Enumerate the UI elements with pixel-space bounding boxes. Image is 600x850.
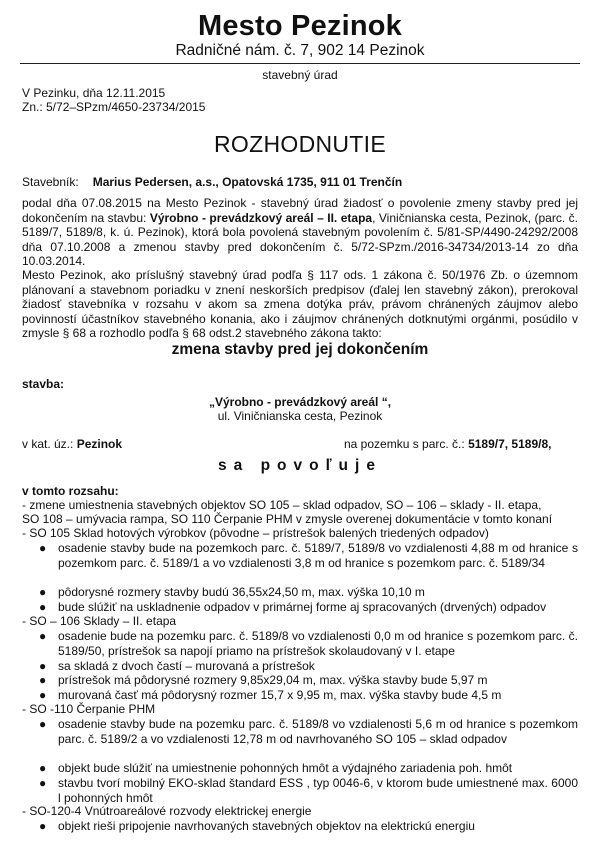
list-item	[39, 688, 578, 703]
builder-row	[22, 175, 402, 189]
place-date: V Pezinku, dňa 12.11.2015	[22, 86, 166, 100]
so120-title: - SO-120-4 Vnútroareálové rozvody elektrickej energie	[22, 804, 312, 818]
so106-title: - SO – 106 Sklady – II. etapa	[22, 614, 177, 628]
parcel-label: na pozemku s parc. č.:	[344, 437, 469, 451]
list-item	[39, 600, 578, 615]
list-item-text: osadenie stavby bude na pozemkoch parc. č. 5189/7, 5189/8 vo vzdialenosti 4,88 m od hranice s pozemkom parc. č. 5189/1 a vo vzdialenosti 3,8 m od hranice s pozemkom parc. č. 5189/34	[58, 541, 578, 570]
builder-label: Stavebník:	[22, 175, 79, 189]
change-heading: zmena stavby pred jej dokončením	[171, 341, 429, 358]
list-item-text: prístrešok má pôdorysné rozmery 9,85x29,04 m, max. výška stavby bude 5,97 m	[58, 673, 488, 687]
building-location: ul. Viničnianska cesta, Pezinok	[217, 409, 383, 423]
list-item-text: objekt rieši pripojenie navrhovaných stavebných objektov na elektrickú energiu	[58, 819, 475, 833]
bullet-icon: ●	[39, 688, 47, 702]
list-item-text: murovaná časť má pôdorysný rozmer 15,7 x 9,95 m, max. výška stavby bude 4,5 m	[58, 688, 502, 702]
bullet-icon: ●	[39, 673, 47, 687]
building-name: „Výrobno - prevádzkový areál “,	[208, 395, 392, 409]
list-item	[39, 819, 578, 834]
bullet-icon: ●	[39, 659, 47, 673]
parcel-row	[344, 437, 551, 451]
bullet-icon: ●	[39, 761, 47, 775]
list-item	[39, 776, 578, 805]
bullet-icon: ●	[39, 629, 47, 643]
list-item-text: osadenie stavby bude na pozemku parc. č. 5189/8 vo vzdialenosti 5,6 m od hranice s pozemkom parc. č. 5189/2 a vo vzdialenosti 12,78 m od navrhovaného SO 105 – sklad odpadov	[58, 717, 578, 746]
cadastre-label: v kat. úz.:	[22, 437, 77, 451]
bullet-icon: ●	[39, 541, 47, 555]
list-item	[39, 659, 578, 674]
parcel-numbers: 5189/7, 5189/8,	[468, 437, 552, 451]
intro-building-name: Výrobno - prevádzkový areál – II. etapa	[149, 210, 373, 225]
municipality-title: Mesto Pezinok	[197, 10, 403, 42]
permit-heading: sa povoľuje	[218, 457, 382, 474]
list-item	[39, 673, 578, 688]
cadastre-area-row	[22, 437, 122, 451]
so110-title: - SO -110 Čerpanie PHM	[22, 702, 156, 716]
file-number: Zn.: 5/72–SPzm/4650-23734/2015	[22, 100, 206, 114]
list-item-text: objekt bude slúžiť na umiestnenie pohonných hmôt a výdajného zariadenia poh. hmôt	[58, 761, 513, 775]
bullet-icon: ●	[39, 776, 47, 790]
list-item	[39, 629, 578, 658]
bullet-icon: ●	[39, 585, 47, 599]
intro-text-2: , Viničnianska cesta, Pezinok, (parc. č. 5189/7, 5189/8, k. ú. Pezinok), ktorá bola povolená stavebným povolením č. 5/81-SP/4490-24292/2008 dňa 07.10.2008 a zmenou stavby pred dokončením č. 5/72-SPzm./2016-34734/2013-14 zo dňa 10.03.2014.	[22, 210, 578, 268]
list-item-text: osadenie bude na pozemku parc. č. 5189/8 vo vzdialenosti 0,0 m od hranice s pozemkom parc. č. 5189/50, prístrešok sa napojí priamo na prístrešok skolaudovaný v I. etape	[58, 629, 578, 658]
list-item	[39, 585, 578, 600]
decision-paragraph: Mesto Pezinok, ako príslušný stavebný úrad podľa § 117 ods. 1 zákona č. 50/1976 Zb. o územnom plánovaní a stavebnom poriadku v znení neskorších predpisov (ďalej len stavebný zákon), prerokoval žiadosť stavebníka v rozsahu v akom sa zmena dotýka práv, právom chránených záujmov alebo povinností účastníkov stavebného konania, ako i záujmov chránených dotknutými orgánmi, posúdilo v zmysle § 68 a rozhodlo podľa § 68 odst.2 stavebného zákona takto:	[22, 268, 578, 340]
bullet-icon: ●	[39, 600, 47, 614]
list-item	[39, 761, 578, 776]
document-heading: ROZHODNUTIE	[214, 131, 386, 157]
intro-text-1: podal dňa 07.08.2015 na Mesto Pezinok - stavebný úrad žiadosť o povolenie zmeny stavby pred jej dokončením na stavbu:	[22, 196, 578, 225]
bullet-icon: ●	[39, 717, 47, 731]
cadastre-area: Pezinok	[76, 437, 123, 451]
header-divider	[20, 63, 580, 64]
intro-paragraph	[22, 196, 578, 269]
scope-intro-line-2: SO 108 – umývacia rampa, SO 110 Čerpanie PHM v zmysle overenej dokumentácie v tomto konaní	[22, 512, 553, 526]
list-item-text: bude slúžiť na uskladnenie odpadov v primárnej forme aj spracovaných (drvených) odpadov	[58, 600, 547, 614]
office-name: stavebný úrad	[262, 68, 338, 82]
list-item-text: sa skladá z dvoch častí – murovaná a prístrešok	[58, 659, 315, 673]
list-item	[39, 541, 578, 570]
scope-intro-line-1: - zmene umiestnenia stavebných objektov SO 105 – sklad odpadov, SO – 106 – sklady - II. etapa,	[22, 498, 542, 512]
so105-title: - SO 105 Sklad hotových výrobkov (pôvodne – prístrešok balených triedených odpadov)	[22, 526, 489, 540]
builder-value: Marius Pedersen, a.s., Opatovská 1735, 911 01 Trenčín	[92, 175, 403, 189]
building-label: stavba:	[22, 377, 65, 391]
list-item-text: pôdorysné rozmery stavby budú 36,55x24,50 m, max. výška 10,10 m	[58, 585, 425, 599]
municipality-address: Radničné nám. č. 7, 902 14 Pezinok	[175, 42, 425, 59]
list-item	[39, 717, 578, 746]
bullet-icon: ●	[39, 819, 47, 833]
scope-title: v tomto rozsahu:	[22, 484, 119, 498]
list-item-text: stavbu tvorí mobilný EKO-sklad štandard ESS , typ 0046-6, v ktorom bude umiestnené max. 6000 l pohonných hmôt	[58, 776, 578, 805]
